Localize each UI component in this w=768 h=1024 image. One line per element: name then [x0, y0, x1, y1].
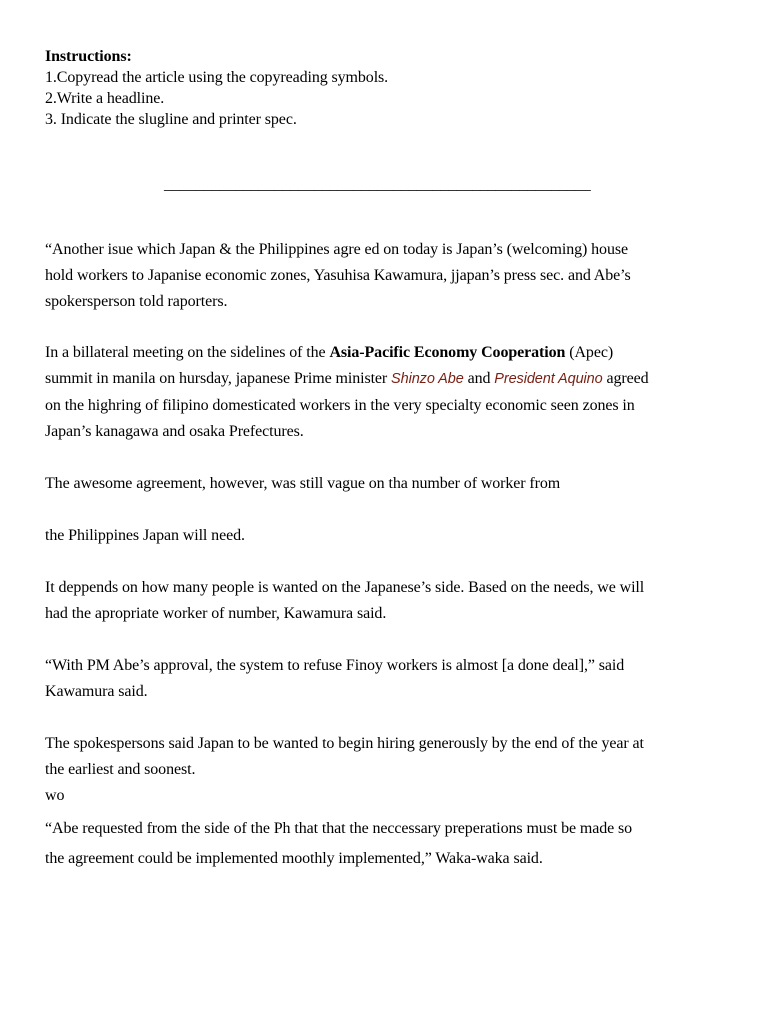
- article-p2-text-c: summit in manila on hursday, japanese Prime minister: [45, 370, 392, 387]
- article-p7-line-1: The spokespersons said Japan to be wanted to begin hiring generously by the end of the year at: [45, 735, 644, 752]
- name-president-aquino: President Aquino: [494, 371, 603, 387]
- article-p8-line-1: “Abe requested from the side of the Ph that that the neccessary preperations must be made so: [45, 820, 633, 837]
- article-p2-line-4: Japan’s kanagawa and osaka Prefectures.: [45, 423, 304, 440]
- article-p2-text-a: In a billateral meeting on the sidelines of the: [45, 344, 330, 361]
- article-p2-line-1: [45, 343, 613, 363]
- name-shinzo-abe: Shinzo Abe: [391, 371, 464, 387]
- article-p1-line-2: hold workers to Japanise economic zones, Yasuhisa Kawamura, jjapan’s press sec. and Abe’s: [45, 267, 631, 284]
- article-p2-text-d: and: [463, 370, 495, 387]
- divider-line: ______________________________________________________: [164, 176, 591, 193]
- article-p2-line-3: on the highring of filipino domesticated workers in the very specialty economic seen zones in: [45, 397, 635, 414]
- article-p1-line-3: spokersperson told raporters.: [45, 293, 228, 310]
- article-p5-line-1: It deppends on how many people is wanted on the Japanese’s side. Based on the needs, we will: [45, 579, 645, 596]
- apec-name: Asia-Pacific Economy Cooperation: [329, 344, 566, 361]
- article-p4: the Philippines Japan will need.: [45, 527, 245, 544]
- article-p2-text-b: (Apec): [565, 344, 614, 361]
- article-p2-line-2: [45, 369, 649, 389]
- article-p6-line-2: Kawamura said.: [45, 683, 148, 700]
- article-p1-line-1: “Another isue which Japan & the Philippines agre ed on today is Japan’s (welcoming) house: [45, 241, 628, 258]
- instructions-heading: Instructions:: [45, 48, 132, 65]
- instruction-item-3: 3. Indicate the slugline and printer spec.: [45, 111, 297, 128]
- article-p5-line-2: had the apropriate worker of number, Kawamura said.: [45, 605, 387, 622]
- article-p3: The awesome agreement, however, was still vague on tha number of worker from: [45, 475, 561, 492]
- article-p7-line-2: the earliest and soonest.: [45, 761, 196, 778]
- instruction-item-1: 1.Copyread the article using the copyreading symbols.: [45, 69, 389, 86]
- article-p8-line-2: the agreement could be implemented moothly implemented,” Waka-waka said.: [45, 850, 543, 867]
- instruction-item-2: 2.Write a headline.: [45, 90, 165, 107]
- article-p6-line-1: “With PM Abe’s approval, the system to refuse Finoy workers is almost [a done deal],” said: [45, 657, 625, 674]
- stray-text: wo: [45, 787, 65, 804]
- article-p2-text-e: agreed: [602, 370, 649, 387]
